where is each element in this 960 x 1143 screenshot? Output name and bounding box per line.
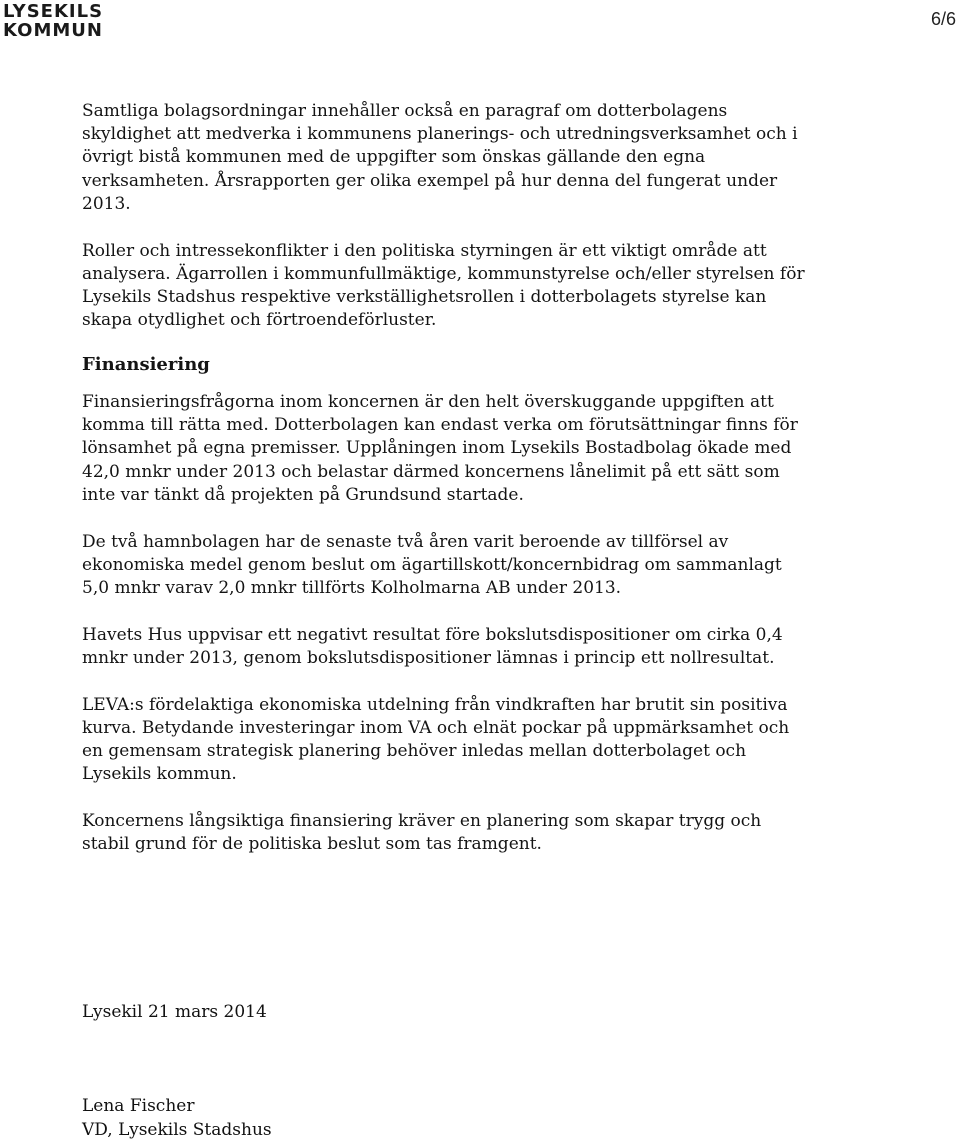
paragraph-koncernens-finansiering: Koncernens långsiktiga finansiering kräver en planering som skapar trygg och stabil grund för de politiska beslut som tas framgent. <box>82 811 762 855</box>
signer-name: Lena Fischer <box>82 1096 195 1116</box>
paragraph-hamnbolagen: De två hamnbolagen har de senaste två åren varit beroende av tillförsel av ekonomiska medel genom beslut om ägartillskott/koncernbidrag om sammanlagt 5,0 mnkr varav 2,0 mnkr tillförts Kolholmarna AB under 2013. <box>82 531 782 599</box>
logo-line-1: LYSEKILS <box>3 1 104 22</box>
signature-block <box>82 1095 272 1142</box>
paragraph-bolagsordningar: Samtliga bolagsordningar innehåller också en paragraf om dotterbolagens skyldighet att medverka i kommunens planerings- och utredningsverksamhet och i övrigt bistå kommunen med de uppgifter som önskas gällande den egna verksamheten. Årsrapporten ger olika exempel på hur denna del fungerat under 2013. <box>82 101 798 214</box>
paragraph-roller: Roller och intressekonflikter i den politiska styrningen är ett viktigt område att analysera. Ägarrollen i kommunfullmäktige, kommunstyrelse och/eller styrelsen för Lysekils Stadshus respektive verkställighetsrollen i dotterbolagets styrelse kan skapa otydlighet och förtroendeförluster. <box>82 240 805 331</box>
section-heading-finansiering: Finansiering <box>82 354 210 376</box>
municipality-logo <box>3 2 103 40</box>
place-and-date: Lysekil 21 mars 2014 <box>82 1002 267 1022</box>
paragraph-leva: LEVA:s fördelaktiga ekonomiska utdelning från vindkraften har brutit sin positiva kurva. Betydande investeringar inom VA och elnät pockar på uppmärksamhet och en gemensam strategisk planering behöver inledas mellan dotterbolaget och Lysekils kommun. <box>82 694 790 785</box>
signer-title: VD, Lysekils Stadshus <box>82 1119 272 1140</box>
paragraph-havets-hus: Havets Hus uppvisar ett negativt resultat före bokslutsdispositioner om cirka 0,4 mnkr under 2013, genom bokslutsdispositioner lämnas i princip ett nollresultat. <box>82 624 783 669</box>
paragraph-finansieringsfragorna: Finansieringsfrågorna inom koncernen är den helt överskuggande uppgiften att komma till rätta med. Dotterbolagen kan endast verka om förutsättningar finns för lönsamhet på egna premisser. Upplåningen inom Lysekils Bostadbolag ökade med 42,0 mnkr under 2013 och belastar därmed koncernens lånelimit på ett sätt som inte var tänkt då projekten på Grundsund startade. <box>82 392 798 505</box>
document-body <box>82 100 812 880</box>
page-number: 6/6 <box>930 9 956 29</box>
logo-line-2: KOMMUN <box>3 20 103 41</box>
